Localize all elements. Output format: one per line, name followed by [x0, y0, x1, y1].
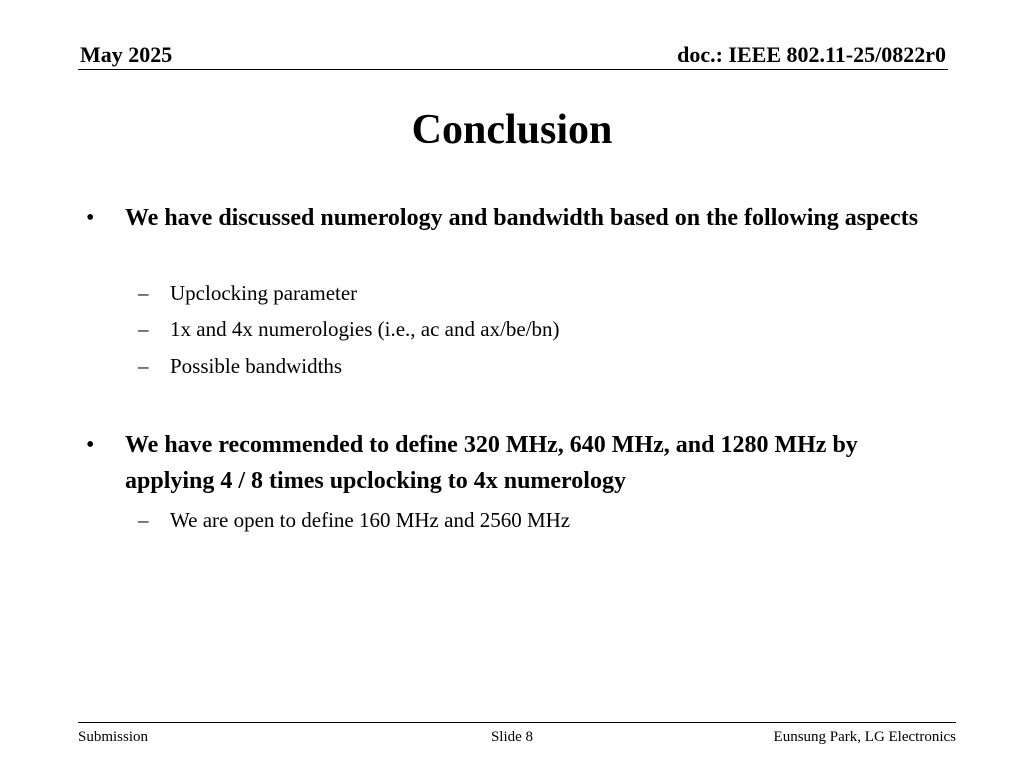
sub-bullet-marker: – [138, 281, 149, 305]
sub-bullet-marker: – [138, 317, 149, 341]
sub-bullet-marker: – [138, 508, 149, 532]
bullet-text: We have recommended to define 320 MHz, 640 MHz, and 1280 MHz by applying 4 / 8 times upclocking to 4x numerology [125, 432, 858, 494]
header-doc-id: doc.: IEEE 802.11-25/0822r0 [677, 42, 946, 67]
footer-divider [78, 722, 956, 723]
bullet-text: We have discussed numerology and bandwidth based on the following aspects [125, 205, 919, 231]
sub-bullet-text: 1x and 4x numerologies (i.e., ac and ax/be/bn) [170, 317, 560, 341]
footer-slide-number: Slide 8 [490, 729, 534, 745]
slide-title: Conclusion [411, 107, 613, 153]
bullet-marker: • [86, 432, 95, 458]
header-date: May 2025 [80, 42, 173, 67]
sub-bullet-text: Possible bandwidths [170, 354, 343, 378]
bullet-marker: • [86, 205, 95, 231]
sub-bullet-text: Upclocking parameter [170, 281, 358, 305]
sub-bullet-text: We are open to define 160 MHz and 2560 MHz [170, 508, 571, 532]
sub-bullet-marker: – [138, 354, 149, 378]
header-divider [78, 69, 948, 70]
footer-submission: Submission [78, 729, 149, 745]
footer-author: Eunsung Park, LG Electronics [773, 729, 956, 745]
